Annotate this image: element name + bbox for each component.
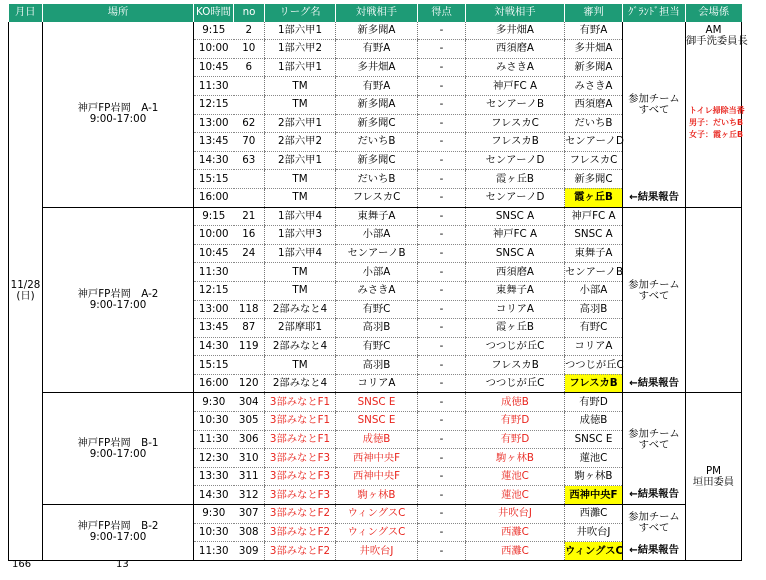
team-2: 多井畑A: [466, 22, 565, 40]
table-row: [9, 505, 742, 524]
header-ref: 審判: [565, 4, 623, 22]
team-2: 霞ヶ丘B: [466, 170, 565, 189]
team-2: 西灘C: [466, 542, 565, 561]
table-row: [9, 207, 742, 226]
kickoff-time: 9:15: [194, 207, 234, 226]
league-name: 3部みなとF2: [265, 505, 336, 524]
league-name: TM: [265, 95, 336, 114]
header-staff: 会場係: [686, 4, 742, 22]
score: -: [418, 542, 466, 561]
match-number: 118: [234, 300, 265, 319]
score: -: [418, 393, 466, 412]
header-league: リーグ名: [265, 4, 336, 22]
team-2: 蓮池C: [466, 486, 565, 505]
league-name: 1部六甲2: [265, 40, 336, 59]
result-report-note: ←結果報告: [623, 374, 686, 393]
score: -: [418, 337, 466, 356]
team-2: 神戸FC A: [466, 77, 565, 96]
match-number: 119: [234, 337, 265, 356]
referee: SNSC E: [565, 430, 623, 449]
team-2: 神戸FC A: [466, 226, 565, 245]
score: -: [418, 319, 466, 338]
team-1: 西神中央F: [336, 449, 418, 468]
match-number: 10: [234, 40, 265, 59]
venue-cell: [43, 22, 194, 207]
score: -: [418, 430, 466, 449]
kickoff-time: 10:00: [194, 226, 234, 245]
referee: 高羽B: [565, 300, 623, 319]
kickoff-time: 13:45: [194, 319, 234, 338]
kickoff-time: 13:30: [194, 467, 234, 486]
kickoff-time: 9:30: [194, 505, 234, 524]
venue-hours: 9:00-17:00: [89, 299, 147, 311]
ground-line1: 参加チーム: [628, 278, 680, 291]
kickoff-time: 15:15: [194, 356, 234, 375]
kickoff-time: 12:15: [194, 95, 234, 114]
match-number: [234, 77, 265, 96]
league-name: TM: [265, 77, 336, 96]
match-number: 310: [234, 449, 265, 468]
kickoff-time: 11:30: [194, 263, 234, 282]
kickoff-time: 14:30: [194, 151, 234, 170]
team-2: 井吹台J: [466, 505, 565, 524]
team-1: みさきA: [336, 281, 418, 300]
league-name: TM: [265, 170, 336, 189]
referee: センアーノB: [565, 263, 623, 282]
venue-name: 神戸FP岩岡 B-2: [77, 520, 159, 533]
team-2: 成徳B: [466, 393, 565, 412]
kickoff-time: 16:00: [194, 188, 234, 207]
score: -: [418, 95, 466, 114]
score: -: [418, 281, 466, 300]
venue-hours: 9:00-17:00: [89, 113, 147, 126]
kickoff-time: 10:30: [194, 412, 234, 431]
ground-line1: 参加チーム: [628, 93, 680, 106]
league-name: 1部六甲1: [265, 22, 336, 40]
referee: 多井畑A: [565, 40, 623, 59]
team-2: 西灘C: [466, 523, 565, 542]
table-row: [9, 393, 742, 412]
league-name: 3部みなとF3: [265, 449, 336, 468]
date-line1: 11/28: [10, 278, 41, 291]
referee: 神戸FC A: [565, 207, 623, 226]
referee: 成徳B: [565, 412, 623, 431]
team-2: 駒ヶ林B: [466, 449, 565, 468]
score: -: [418, 449, 466, 468]
team-2: 東舞子A: [466, 281, 565, 300]
spacer: [686, 47, 741, 105]
league-name: 3部みなとF2: [265, 542, 336, 561]
referee: 駒ヶ林B: [565, 467, 623, 486]
team-2: 有野D: [466, 412, 565, 431]
staff-pm-cell: [686, 393, 742, 560]
team-1: だいちB: [336, 133, 418, 152]
match-number: 2: [234, 22, 265, 40]
team-1: 有野A: [336, 40, 418, 59]
league-name: 3部みなとF3: [265, 467, 336, 486]
league-name: TM: [265, 263, 336, 282]
team-1: 駒ヶ林B: [336, 486, 418, 505]
league-name: 2部みなと4: [265, 337, 336, 356]
score: -: [418, 22, 466, 40]
footer-left: 166: [12, 559, 32, 570]
team-1: 新多聞A: [336, 22, 418, 40]
team-1: 新多聞C: [336, 114, 418, 133]
kickoff-time: 13:00: [194, 114, 234, 133]
match-number: [234, 281, 265, 300]
score: -: [418, 356, 466, 375]
staff-am-person: 御手洗委員長: [686, 34, 748, 47]
venue-name: 神戸FP岩岡 A-2: [77, 288, 159, 300]
kickoff-time: 14:30: [194, 337, 234, 356]
match-number: 306: [234, 430, 265, 449]
team-1: 小部A: [336, 263, 418, 282]
result-report-note: ←結果報告: [623, 486, 686, 505]
referee: コリアA: [565, 337, 623, 356]
team-1: ウィングスC: [336, 523, 418, 542]
match-number: 312: [234, 486, 265, 505]
referee: 有野D: [565, 393, 623, 412]
match-number: 70: [234, 133, 265, 152]
referee: つつじが丘C: [565, 356, 623, 375]
league-name: TM: [265, 356, 336, 375]
venue-cell: [43, 505, 194, 561]
score: -: [418, 412, 466, 431]
score: -: [418, 505, 466, 524]
referee: 有野C: [565, 319, 623, 338]
kickoff-time: 10:00: [194, 40, 234, 59]
staff-am-cell: [686, 22, 748, 207]
ground-line2: すべて: [638, 522, 670, 535]
referee: 霞ヶ丘B: [565, 188, 623, 207]
team-1: 小部A: [336, 226, 418, 245]
ground-line2: すべて: [638, 438, 670, 451]
date-cell: [9, 22, 43, 561]
score: -: [418, 244, 466, 263]
staff-pm-label: PM: [705, 464, 722, 477]
referee: SNSC A: [565, 226, 623, 245]
match-number: [234, 356, 265, 375]
toilet-girls: 女子：霞ヶ丘B: [689, 129, 744, 139]
ground-cell: [623, 505, 686, 542]
league-name: 2部みなと4: [265, 374, 336, 393]
referee: 西須磨A: [565, 95, 623, 114]
match-number: 305: [234, 412, 265, 431]
match-number: 304: [234, 393, 265, 412]
kickoff-time: 9:30: [194, 393, 234, 412]
team-2: みさきA: [466, 58, 565, 77]
staff-empty-cell: [686, 207, 742, 393]
team-2: センアーノD: [466, 151, 565, 170]
team-2: フレスカC: [466, 114, 565, 133]
kickoff-time: 12:15: [194, 281, 234, 300]
match-number: 16: [234, 226, 265, 245]
venue-name: 神戸FP岩岡 B-1: [77, 436, 159, 449]
footer-right: 13: [116, 559, 129, 570]
header-team2: 対戦相手: [466, 4, 565, 22]
league-name: 2部六甲2: [265, 133, 336, 152]
match-number: [234, 170, 265, 189]
score: -: [418, 133, 466, 152]
team-1: 有野C: [336, 300, 418, 319]
team-2: コリアA: [466, 300, 565, 319]
score: -: [418, 170, 466, 189]
team-2: フレスカB: [466, 133, 565, 152]
score: -: [418, 114, 466, 133]
match-number: 307: [234, 505, 265, 524]
kickoff-time: 9:15: [194, 22, 234, 40]
team-1: ウィングスC: [336, 505, 418, 524]
score: -: [418, 151, 466, 170]
team-2: 霞ヶ丘B: [466, 319, 565, 338]
schedule-table: [8, 4, 748, 561]
match-number: [234, 95, 265, 114]
venue-cell: [43, 207, 194, 393]
team-2: 有野D: [466, 430, 565, 449]
kickoff-time: 15:15: [194, 170, 234, 189]
team-1: 西神中央F: [336, 467, 418, 486]
header-no: no: [234, 4, 265, 22]
ground-line2: すべて: [638, 104, 670, 117]
league-name: 2部六甲1: [265, 151, 336, 170]
match-number: 62: [234, 114, 265, 133]
team-2: つつじが丘C: [466, 374, 565, 393]
league-name: 1部六甲1: [265, 58, 336, 77]
team-1: だいちB: [336, 170, 418, 189]
team-2: SNSC A: [466, 207, 565, 226]
league-name: TM: [265, 188, 336, 207]
staff-am-label: AM: [705, 23, 722, 36]
score: -: [418, 374, 466, 393]
kickoff-time: 13:00: [194, 300, 234, 319]
score: -: [418, 300, 466, 319]
kickoff-time: 11:30: [194, 430, 234, 449]
venue-hours: 9:00-17:00: [89, 531, 147, 544]
match-number: 311: [234, 467, 265, 486]
team-1: 高羽B: [336, 356, 418, 375]
kickoff-time: 14:30: [194, 486, 234, 505]
ground-line1: 参加チーム: [628, 427, 680, 440]
header-score: 得点: [418, 4, 466, 22]
team-2: 西須磨A: [466, 40, 565, 59]
referee: みさきA: [565, 77, 623, 96]
referee: 西灘C: [565, 505, 623, 524]
referee: 東舞子A: [565, 244, 623, 263]
header-ground: ｸﾞﾗﾝﾄﾞ担当: [623, 4, 686, 22]
league-name: 3部みなとF1: [265, 412, 336, 431]
referee: 新多聞A: [565, 58, 623, 77]
team-1: 成徳B: [336, 430, 418, 449]
league-name: 2部みなと4: [265, 300, 336, 319]
venue-hours: 9:00-17:00: [89, 447, 147, 460]
ground-cell: [623, 207, 686, 374]
score: -: [418, 58, 466, 77]
referee: 小部A: [565, 281, 623, 300]
venue-name: 神戸FP岩岡 A-1: [77, 102, 159, 115]
kickoff-time: 11:30: [194, 77, 234, 96]
referee: フレスカB: [565, 374, 623, 393]
result-report-note: ←結果報告: [623, 542, 686, 561]
referee: センアーノD: [565, 133, 623, 152]
referee: 蓮池C: [565, 449, 623, 468]
header-ko: KO時間: [194, 4, 234, 22]
referee: ウィングスC: [565, 542, 623, 561]
team-2: 西須磨A: [466, 263, 565, 282]
team-2: SNSC A: [466, 244, 565, 263]
team-2: つつじが丘C: [466, 337, 565, 356]
score: -: [418, 486, 466, 505]
header-month: 月日: [9, 4, 43, 22]
team-1: 有野A: [336, 77, 418, 96]
header-venue: 場所: [43, 4, 194, 22]
league-name: 1部六甲3: [265, 226, 336, 245]
match-number: 309: [234, 542, 265, 561]
league-name: 3部みなとF2: [265, 523, 336, 542]
team-1: 有野C: [336, 337, 418, 356]
venue-cell: [43, 393, 194, 505]
match-number: 120: [234, 374, 265, 393]
date-line2: (日): [16, 289, 35, 302]
team-2: フレスカB: [466, 356, 565, 375]
team-1: 高羽B: [336, 319, 418, 338]
referee: 新多聞C: [565, 170, 623, 189]
staff-pm-person: 垣田委員: [692, 475, 735, 488]
kickoff-time: 10:45: [194, 58, 234, 77]
league-name: 3部みなとF3: [265, 486, 336, 505]
match-number: [234, 263, 265, 282]
team-2: 蓮池C: [466, 467, 565, 486]
score: -: [418, 77, 466, 96]
kickoff-time: 12:30: [194, 449, 234, 468]
match-number: 87: [234, 319, 265, 338]
league-name: 2部摩耶1: [265, 319, 336, 338]
league-name: 3部みなとF1: [265, 430, 336, 449]
team-1: コリアA: [336, 374, 418, 393]
result-report-note: ←結果報告: [623, 188, 686, 207]
toilet-boys: 男子：だいちB: [689, 117, 744, 127]
team-1: 多井畑A: [336, 58, 418, 77]
match-number: 6: [234, 58, 265, 77]
referee: だいちB: [565, 114, 623, 133]
team-1: 東舞子A: [336, 207, 418, 226]
team-2: センアーノD: [466, 188, 565, 207]
league-name: 2部六甲1: [265, 114, 336, 133]
referee: 有野A: [565, 22, 623, 40]
team-1: センアーノB: [336, 244, 418, 263]
ground-cell: [623, 22, 686, 189]
kickoff-time: 10:45: [194, 244, 234, 263]
referee: 西神中央F: [565, 486, 623, 505]
kickoff-time: 11:30: [194, 542, 234, 561]
match-number: [234, 188, 265, 207]
league-name: 1部六甲4: [265, 207, 336, 226]
team-1: SNSC E: [336, 412, 418, 431]
match-number: 308: [234, 523, 265, 542]
ground-line1: 参加チーム: [628, 511, 680, 524]
league-name: 3部みなとF1: [265, 393, 336, 412]
score: -: [418, 263, 466, 282]
team-1: 新多聞C: [336, 151, 418, 170]
ground-cell: [623, 393, 686, 486]
match-number: 24: [234, 244, 265, 263]
team-1: 新多聞A: [336, 95, 418, 114]
match-number: 63: [234, 151, 265, 170]
score: -: [418, 207, 466, 226]
score: -: [418, 188, 466, 207]
score: -: [418, 226, 466, 245]
kickoff-time: 10:30: [194, 523, 234, 542]
score: -: [418, 523, 466, 542]
match-number: 21: [234, 207, 265, 226]
referee: フレスカC: [565, 151, 623, 170]
referee: 井吹台J: [565, 523, 623, 542]
kickoff-time: 16:00: [194, 374, 234, 393]
team-2: センアーノB: [466, 95, 565, 114]
team-1: SNSC E: [336, 393, 418, 412]
toilet-title: トイレ掃除当番: [689, 105, 745, 115]
score: -: [418, 40, 466, 59]
ground-line2: すべて: [638, 289, 670, 302]
team-1: フレスカC: [336, 188, 418, 207]
league-name: TM: [265, 281, 336, 300]
header-row: [9, 4, 742, 22]
team-1: 井吹台J: [336, 542, 418, 561]
table-row: [9, 22, 742, 40]
league-name: 1部六甲4: [265, 244, 336, 263]
score: -: [418, 467, 466, 486]
header-team1: 対戦相手: [336, 4, 418, 22]
kickoff-time: 13:45: [194, 133, 234, 152]
